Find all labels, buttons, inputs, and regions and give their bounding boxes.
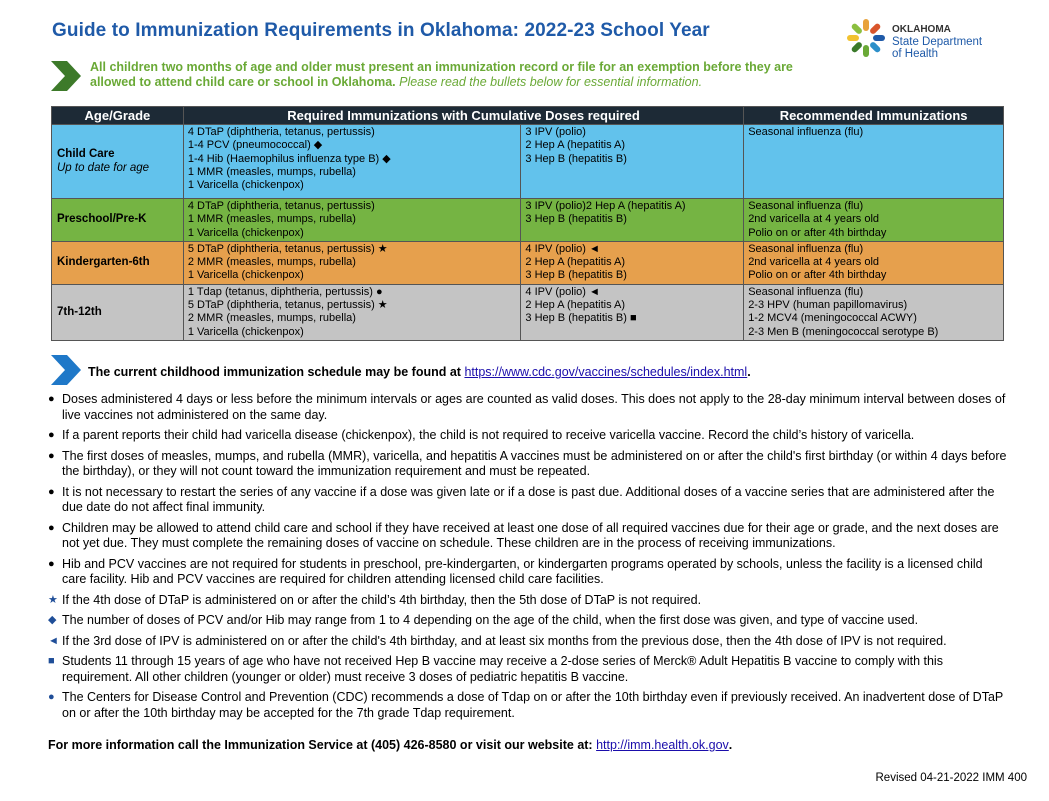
oklahoma-health-logo — [842, 14, 1012, 64]
age-sub-label: Up to date for age — [57, 161, 150, 174]
table-row — [52, 284, 1004, 340]
age-cell — [52, 241, 184, 284]
age-cell — [52, 199, 184, 242]
vaccine-line: 4 DTaP (diphtheria, tetanus, pertussis) — [187, 126, 375, 138]
bullet-marker: ● — [48, 449, 55, 462]
cdc-schedule-note — [88, 365, 751, 379]
required-cell-2 — [521, 284, 744, 340]
immunization-table — [51, 106, 1004, 341]
bullet-text: The first doses of measles, mumps, and rubella (MMR), varicella, and hepatitis A vaccines must be administered on or after the child's first birthday (or within 4 days before the birthday), or they will not count toward the immunization requirement and must be repeated. — [62, 448, 1007, 478]
age-cell — [52, 284, 184, 340]
age-label: 7th-12th — [57, 305, 102, 318]
vaccine-line: 5 DTaP (diphtheria, tetanus, pertussis) ★ — [187, 299, 388, 312]
bullet-list — [48, 392, 1008, 726]
circle-icon: ● — [48, 691, 55, 703]
vaccine-line: 3 Hep B (hepatitis B) — [525, 152, 627, 165]
header-required: Required Immunizations with Cumulative Doses required — [183, 107, 743, 125]
cdc-schedule-link[interactable]: https://www.cdc.gov/vaccines/schedules/index.html — [464, 365, 748, 379]
bullet-text: The number of doses of PCV and/or Hib may range from 1 to 4 depending on the age of the child, when the first dose was given, and type of vaccine used. — [62, 613, 919, 627]
vaccine-line: 4 IPV (polio) ◄ — [525, 285, 600, 298]
bullet-text: The Centers for Disease Control and Prevention (CDC) recommends a dose of Tdap on or after the 10th birthday even if previously received. An inadvertent dose of DTaP on or after the 10th birthday may be accepted for the 7th grade Tdap requirement. — [62, 690, 1004, 720]
list-item — [48, 557, 1008, 588]
bullet-text: Students 11 through 15 years of age who have not received Hep B vaccine may receive a 2-dose series of Merck® Adult Hepatitis B vaccine to comply with this requirement. All other children (younger or older) must receive 3 doses of pediatric hepatitis B vaccine. — [62, 654, 943, 684]
header-age-grade: Age/Grade — [52, 107, 184, 125]
age-label: Preschool/Pre-K — [57, 213, 147, 226]
list-item — [48, 392, 1008, 423]
square-icon: ■ — [48, 655, 55, 667]
table-header-row — [52, 107, 1004, 125]
vaccine-line: 1 Tdap (tetanus, diphtheria, pertussis) ● — [187, 285, 383, 298]
age-label: Kindergarten-6th — [57, 256, 150, 269]
vaccine-line: 1-4 Hib (Haemophilus influenza type B) ◆ — [187, 152, 391, 165]
vaccine-line: Polio on or after 4th birthday — [748, 226, 887, 239]
vaccine-line: 2 MMR (measles, mumps, rubella) — [187, 312, 356, 325]
left-triangle-icon: ◄ — [48, 634, 59, 647]
logo-line-3: of Health — [892, 48, 939, 60]
logo-line-1: OKLAHOMA — [892, 24, 951, 35]
vaccine-line: 3 IPV (polio)2 Hep A (hepatitis A) — [525, 200, 686, 212]
list-item — [48, 634, 1008, 650]
age-cell — [52, 125, 184, 199]
vaccine-line: Seasonal influenza (flu) — [748, 242, 864, 255]
intro-notice — [90, 60, 810, 90]
vaccine-line: 1 Varicella (chickenpox) — [187, 325, 304, 338]
bullet-text: If the 4th dose of DTaP is administered on or after the child’s 4th birthday, then the 5th dose of DTaP is not required. — [62, 592, 702, 607]
list-item — [48, 690, 1008, 721]
star-icon: ★ — [48, 593, 58, 606]
header-recommended: Recommended Immunizations — [744, 107, 1004, 125]
list-item — [48, 521, 1008, 552]
required-cell — [183, 199, 521, 242]
imm-website-link[interactable]: http://imm.health.ok.gov — [596, 738, 729, 752]
bullet-text: If the 3rd dose of IPV is administered on or after the child's 4th birthday, and at least six months from the previous dose, then the 4th dose of IPV is not required. — [62, 633, 947, 648]
list-item — [48, 613, 1008, 629]
vaccine-line: 1 Varicella (chickenpox) — [187, 269, 304, 282]
bullet-text: It is not necessary to restart the series of any vaccine if a dose was given late or if a dose is past due. Additional doses of a vaccine series that are administered after the due date do not affect final immunity. — [62, 484, 995, 514]
vaccine-line: 2 Hep A (hepatitis A) — [525, 299, 626, 312]
blue-chevron-icon — [51, 355, 81, 385]
cdc-text: The current childhood immunization schedule may be found at — [88, 365, 461, 379]
list-item — [48, 654, 1008, 685]
footer-text: For more information call the Immunization Service at (405) 426-8580 or visit our website at: — [48, 738, 593, 752]
vaccine-line: Seasonal influenza (flu) — [748, 200, 864, 212]
bullet-marker: ● — [48, 557, 55, 570]
intro-main-text: All children two months of age and older must present an immunization record or file for an exemption before they are allowed to attend child care or school in Oklahoma. — [90, 60, 793, 89]
required-cell — [183, 241, 521, 284]
vaccine-line: 2nd varicella at 4 years old — [748, 213, 880, 226]
vaccine-line: 1 MMR (measles, mumps, rubella) — [187, 165, 356, 178]
list-item — [48, 449, 1008, 480]
vaccine-line: 3 Hep B (hepatitis B) ■ — [525, 312, 637, 325]
bullet-marker: ● — [48, 393, 55, 405]
vaccine-line: 1 Varicella (chickenpox) — [187, 179, 304, 192]
bullet-marker: ● — [48, 429, 55, 441]
vaccine-line: 2 Hep A (hepatitis A) — [525, 256, 626, 269]
vaccine-line: Seasonal influenza (flu) — [748, 126, 864, 138]
vaccine-line: 2 Hep A (hepatitis A) — [525, 139, 626, 152]
oklahoma-health-logo-icon — [842, 14, 890, 62]
required-cell — [183, 125, 521, 199]
vaccine-line: 2nd varicella at 4 years old — [748, 256, 880, 269]
contact-footer — [48, 738, 732, 752]
diamond-icon: ◆ — [48, 614, 57, 626]
vaccine-line: 4 IPV (polio) ◄ — [525, 242, 600, 255]
vaccine-line: 1 MMR (measles, mumps, rubella) — [187, 213, 356, 226]
table-row — [52, 241, 1004, 284]
revision-label: Revised 04-21-2022 IMM 400 — [875, 772, 1027, 784]
vaccine-line: 3 Hep B (hepatitis B) — [525, 269, 627, 282]
vaccine-line: 1-2 MCV4 (meningococcal ACWY) — [748, 312, 917, 325]
vaccine-line: 2-3 Men B (meningococcal serotype B) — [748, 325, 939, 338]
table-row — [52, 125, 1004, 199]
logo-line-2: State Department — [892, 36, 983, 48]
list-item — [48, 485, 1008, 516]
recommended-cell — [744, 241, 1004, 284]
bullet-text: Hib and PCV vaccines are not required for students in preschool, pre-kindergarten, or kindergarten programs operated by schools, unless the facility is a licensed child care facility. Hib and PCV vaccines are required for children attending licensed child care facilities. — [62, 556, 983, 586]
vaccine-line: 3 Hep B (hepatitis B) — [525, 213, 627, 226]
list-item — [48, 593, 1008, 609]
bullet-text: Doses administered 4 days or less before the minimum intervals or ages are counted as valid doses. This does not apply to the 28-day minimum interval between doses of live vaccines not administered on the same day. — [62, 392, 1006, 422]
required-cell-2 — [521, 125, 744, 199]
vaccine-line: 5 DTaP (diphtheria, tetanus, pertussis) ★ — [187, 242, 388, 255]
required-cell — [183, 284, 521, 340]
vaccine-line: 1 Varicella (chickenpox) — [187, 226, 304, 239]
vaccine-line: Seasonal influenza (flu) — [748, 285, 864, 298]
age-label: Child Care — [57, 148, 115, 161]
bullet-text: If a parent reports their child had varicella disease (chickenpox), the child is not required to receive varicella vaccine. Record the child’s history of varicella. — [62, 428, 915, 442]
list-item — [48, 428, 1008, 444]
required-cell-2 — [521, 241, 744, 284]
vaccine-line: 2-3 HPV (human papillomavirus) — [748, 299, 908, 312]
recommended-cell — [744, 284, 1004, 340]
page-title: Guide to Immunization Requirements in Oklahoma: 2022-23 School Year — [52, 20, 710, 41]
bullet-marker: ● — [48, 521, 55, 534]
vaccine-line: 1-4 PCV (pneumococcal) ◆ — [187, 139, 323, 152]
vaccine-line: 2 MMR (measles, mumps, rubella) — [187, 256, 356, 269]
footer-end: . — [728, 738, 733, 752]
recommended-cell — [744, 199, 1004, 242]
vaccine-line: 4 DTaP (diphtheria, tetanus, pertussis) — [187, 200, 375, 212]
bullet-text: Children may be allowed to attend child care and school if they have received at least one dose of all required vaccines due for their age or grade, and the next doses are not yet due. They must complete the remaining doses of vaccine on schedule. These children are in the process of receiving immunizations. — [62, 520, 999, 550]
vaccine-line: Polio on or after 4th birthday — [748, 269, 887, 282]
table-row — [52, 199, 1004, 242]
required-cell-2 — [521, 199, 744, 242]
green-chevron-icon — [51, 61, 81, 91]
bullet-marker: ● — [48, 485, 55, 498]
recommended-cell — [744, 125, 1004, 199]
cdc-end: . — [747, 365, 751, 379]
vaccine-line: 3 IPV (polio) — [525, 126, 586, 138]
intro-italic-text: Please read the bullets below for essential information. — [399, 75, 703, 89]
